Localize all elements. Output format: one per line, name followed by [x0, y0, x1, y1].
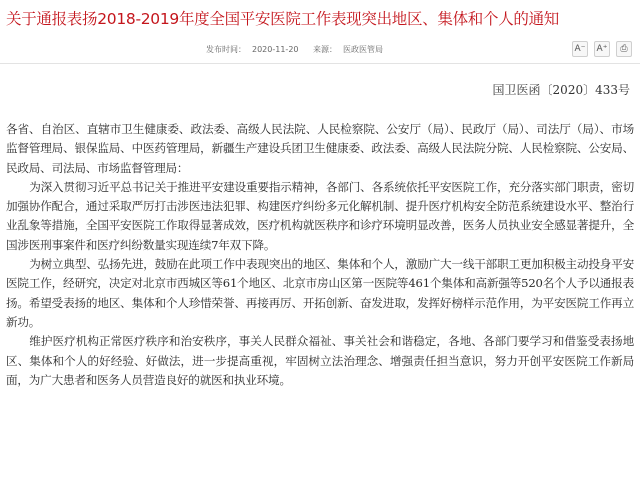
- font-size-tools: [572, 41, 632, 57]
- paragraph-addressees: 各省、自治区、直辖市卫生健康委、政法委、高级人民法院、人民检察院、公安厅（局）、民政厅（局）、司法厅（局）、市场监督管理局、银保监局、中医药管理局，新疆生产建设兵团卫生健康委、政法委、高级人民法院分院、人民检察院、公安局、民政局、司法局、市场监督管理局：: [6, 122, 634, 175]
- print-button[interactable]: ⎙: [616, 41, 632, 57]
- font-decrease-button[interactable]: A⁻: [572, 41, 588, 57]
- publish-time: [206, 45, 305, 54]
- publish-time-label: 发布时间：: [206, 45, 246, 54]
- article-body: [6, 120, 634, 390]
- publish-time-value: 2020-11-20: [252, 45, 299, 54]
- source: [313, 45, 389, 54]
- paragraph-1: 为深入贯彻习近平总书记关于推进平安建设重要指示精神，各部门、各系统依托平安医院工作，充分落实部门职责，密切加强协作配合，通过采取严厉打击涉医违法犯罪、构建医疗纠纷多元化解机制、提升医疗机构安全防范系统建设水平、整治行业乱象等措施，全国平安医院工作取得显著成效，医疗机构就医秩序和诊疗环境明显改善，医务人员执业安全感显著提升，全国涉医刑事案件和医疗纠纷数量实现连续7年双下降。: [6, 179, 634, 252]
- header-divider: [0, 63, 640, 64]
- source-value: 医政医管局: [343, 45, 384, 54]
- paragraph-3: 维护医疗机构正常医疗秩序和治安秩序，事关人民群众福祉、事关社会和谐稳定，各地、各部门要学习和借鉴受表扬地区、集体和个人的好经验、好做法，进一步提高重视，牢固树立法治理念、增强责任担当意识，努力开创平安医院工作新局面，为广大患者和医务人员营造良好的就医和执业环境。: [6, 334, 634, 387]
- paragraph-2: 为树立典型、弘扬先进，鼓励在此项工作中表现突出的地区、集体和个人，激励广大一线干部职工更加积极主动投身平安医院工作，经研究，决定对北京市西城区等61个地区、北京市房山区第一医院等461个集体和高新强等520名个人予以通报表扬。希望受表扬的地区、集体和个人珍惜荣誉、再接再厉、开拓创新、奋发进取，发挥好榜样示范作用，为平安医院工作再立新功。: [6, 257, 634, 329]
- font-increase-button[interactable]: A⁺: [594, 41, 610, 57]
- document-number: 国卫医函〔2020〕433号: [492, 83, 630, 97]
- article-title: 关于通报表扬2018-2019年度全国平安医院工作表现突出地区、集体和个人的通知: [6, 10, 559, 28]
- article-meta: [206, 44, 395, 56]
- source-label: 来源：: [313, 45, 338, 54]
